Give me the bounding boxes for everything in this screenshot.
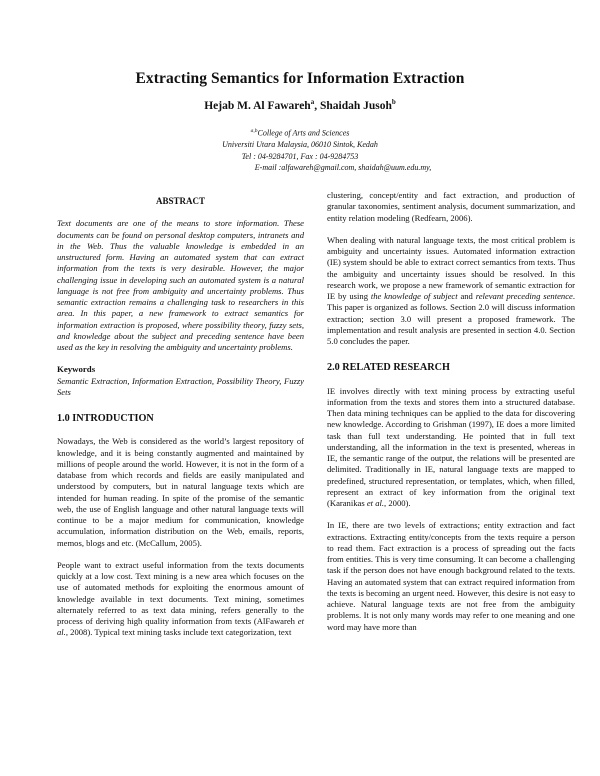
keywords-text: Semantic Extraction, Information Extraction, Possibility Theory, Fuzzy Sets	[57, 375, 304, 397]
keywords-heading: Keywords	[57, 364, 96, 375]
abstract-text: Text documents are one of the means to store information. These documents can be found on personal desktop computers, intranets and in the Web. Thus the valuable knowledge is embedded in an unstructured form. Having an automated system that can extract information from the texts is very desirable. However, the major challenging issue in developing such an automated system is a natural language is not free from ambiguity and uncertainty problems. Thus semantic extraction remains a challenging task to researchers in this area. In this paper, a new framework to extract semantics for information extraction is proposed, where possibility theory, fuzzy sets, and knowledge about the subject and preceding sentence have been used as the key in resolving the ambiguity and uncertainty problems.	[57, 218, 304, 352]
related-paragraph-2: In IE, there are two levels of extractions; entity extraction and fact extractions. Extracting entity/concepts from the texts require a person to read them. Fact extraction is a process of spreading out the facts from entities. This is very time consuming. It can become a challenging task if the person does not have enough background related to the texts. Having an automated system that can extract required information from the texts is becoming an urgent need. However, this desire is not easy to achieve. Natural language texts are not free from the ambiguity problems. It is not only many words may refer to one meaning and one word may have more than	[327, 520, 575, 632]
related-paragraph-1: IE involves directly with text mining process by extracting useful information from the texts and stores them into a structured database. Then data mining techniques can be applied to the data for discovering new knowledge. According to Grishman (1997), IE does a more limited task than full text understanding. He pointed that in full text understanding, all the information in the text is presented, whereas in IE, the semantic range of the output, the relations will be presented are delimited. Traditionally in IE, natural language texts are mapped to predefined, structured representation, or templates, which, when filled, represent an extract of key information from the original text (Karanikas et al., 2000).	[327, 385, 575, 508]
intro-paragraph-1: Nowadays, the Web is considered as the world’s largest repository of knowledge, and it is being constantly augmented and maintained by millions of people around the world. However, it is not in the form of a database from which records and fields are easily manipulated and understood by computers, but in natural language texts which are intended for human reading. In spite of the promise of the semantic web, the use of English language and other natural language texts will continue to be a major medium for communication, knowledge accumulation, information distribution on the Web, emails, reports, memos, blogs and etc. (McCallum, 2005).	[57, 436, 304, 548]
paper-title: Extracting Semantics for Information Extraction	[135, 70, 465, 87]
section-heading-related-research: 2.0 RELATED RESEARCH	[327, 362, 450, 374]
author-superscript: b	[391, 98, 396, 106]
author-name: Hejab M. Al Fawareh	[204, 99, 311, 112]
affiliation-email: E-mail :alfawareh@gmail.com, shaidah@uum.edu.my,	[254, 163, 432, 173]
affiliation-block	[0, 126, 600, 174]
author-superscript: a	[310, 98, 315, 106]
right-column	[327, 190, 575, 633]
affiliation-university: Universiti Utara Malaysia, 06010 Sintok, Kedah	[222, 140, 378, 150]
author-line: Hejab M. Al Fawareh$^a$, Shaidah Jusoh$^b$	[204, 98, 396, 112]
left-column	[57, 196, 304, 639]
intro-paragraph-4: When dealing with natural language texts, the most critical problem is ambiguity and uncertainty issues. Automated information extraction (IE) system should be able to extract correct semantics from texts. Thus the ambiguity and uncertainty issues should be resolved. In this research work, we propose a new framework of semantic extraction for IE by using the knowledge of subject and relevant preceding sentence. This paper is organized as follows. Section 2.0 will discuss information extraction; section 3.0 will present a proposed framework. The implementation and result analysis are presented in section 4.0. Section 5.0 concludes the paper.	[327, 234, 575, 346]
intro-paragraph-2: People want to extract useful information from the texts documents quickly at a low cost. Text mining is a new area which focuses on the use of automated methods for exploiting the enormous amount of knowledge available in text documents. Text mining, sometimes alternately referred to as text data mining, refers generally to the process of deriving high quality information from texts (AlFawareh et al., 2008). Typical text mining tasks include text categorization, text	[57, 559, 304, 638]
section-heading-introduction: 1.0 INTRODUCTION	[57, 413, 154, 424]
affiliation-college: $^{a,b}$College of Arts and Sciences	[250, 128, 350, 138]
abstract-heading: ABSTRACT	[155, 196, 205, 206]
author-name: Shaidah Jusoh	[319, 99, 392, 112]
affiliation-phone: Tel : 04-9284701, Fax : 04-9284753	[241, 151, 359, 161]
intro-paragraph-3: clustering, concept/entity and fact extraction, and production of granular taxonomies, sentiment analysis, document summarization, and entity relation modeling (Redfearn, 2006).	[327, 190, 575, 223]
affiliation-superscript: a,b	[250, 128, 258, 134]
